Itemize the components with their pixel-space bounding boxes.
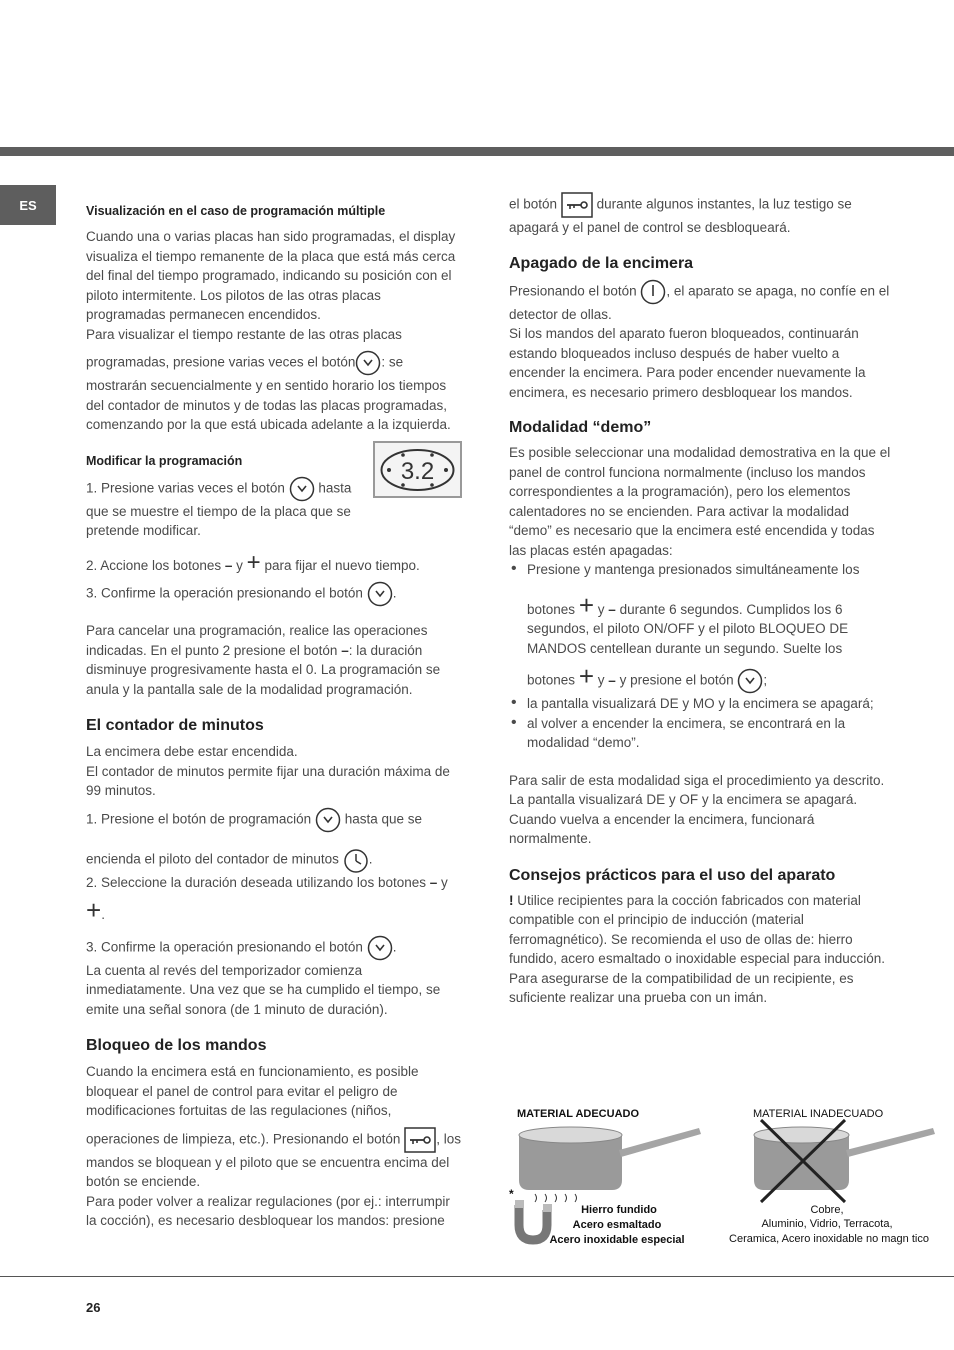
timer-button-icon: [315, 807, 341, 833]
paragraph: El contador de minutos permite fijar una duración máxima de 99 minutos.: [86, 763, 450, 798]
suitable-pot-icon: [519, 1127, 701, 1190]
paragraph: Es posible seleccionar una modalidad demostrativa en la que el panel de control funciona normalmente (incluso los mandos correspondientes a la programación), pero los elementos calentadores no se encienden. Para activar la modalidad “demo” es necesario que la encimera esté encendida y todas las placas estén apagadas:: [509, 445, 891, 558]
suitable-item: Hierro fundido: [581, 1204, 657, 1216]
minus-icon: –: [608, 601, 616, 617]
display-panel: [373, 441, 462, 498]
section-title-modify-programming: Modificar la programación: [86, 453, 243, 468]
key-lock-icon: [404, 1127, 436, 1153]
list-item: • la pantalla visualizará DE y MO y la encimera se apagará;: [511, 694, 874, 711]
paragraph: La encimera debe estar encendida.: [86, 744, 298, 759]
warning-mark: !: [509, 892, 514, 908]
suitable-title: MATERIAL ADECUADO: [517, 1108, 640, 1120]
paragraph: Presionando el botón , el aparato se apaga, no confíe en el detector de ollas.: [509, 279, 891, 325]
list-item: • Presione y mantenga presionados simultáneamente los botones + y – durante 6 segundos. Cumplidos los 6 segundos, el piloto ON/OFF y el piloto BLOQUEO DE MANDOS centellean durante un segundo. Suelte los botones + y – y presione el botón ;: [509, 560, 891, 694]
unsuitable-item: Ceramica, Acero inoxidable no magn tico: [729, 1233, 929, 1245]
section-title-practical-tips: Consejos prácticos para el uso del aparato: [509, 866, 836, 884]
step-3: 3. Confirme la operación presionando el botón .: [86, 581, 464, 607]
minus-icon: –: [429, 874, 438, 890]
suitable-item: Acero esmaltado: [572, 1219, 662, 1231]
step-2: 2. Seleccione la duración deseada utilizando los botones – y: [86, 873, 464, 893]
page-number: 26: [86, 1300, 101, 1315]
section-title-controls-lock: Bloqueo de los mandos: [86, 1037, 267, 1054]
display-readout: 3.2: [400, 458, 435, 485]
bullet-text: botones + y – durante 6 segundos. Cumplidos los 6 segundos, el piloto ON/OFF y el piloto BLOQUEO DE MANDOS centellean durante un segundo. Suelte los: [527, 589, 849, 656]
step-2: 2. Accione los botones – y + para fijar el nuevo tiempo.: [86, 548, 420, 576]
step-1-cont: encienda el piloto del contador de minutos .: [86, 847, 464, 873]
timer-button-icon: [289, 476, 315, 502]
bullet-text: botones + y – y presione el botón ;: [527, 668, 891, 694]
paragraph: el botón durante algunos instantes, la luz testigo se apagará y el panel de control se desbloqueará.: [509, 192, 891, 238]
right-column: [509, 192, 891, 1008]
plus-icon: +: [578, 660, 594, 691]
heat-waves-icon: [535, 1194, 577, 1202]
key-lock-icon: [561, 192, 593, 218]
paragraph: Para visualizar el tiempo restante de las otras placas: [86, 326, 402, 342]
section-title-minute-counter: El contador de minutos: [86, 717, 264, 734]
step-1: 1. Presione el botón de programación hasta que se: [86, 807, 464, 833]
step-2-cont: +.: [86, 895, 105, 925]
bottom-rule: [0, 1276, 954, 1277]
top-rule: [0, 147, 954, 156]
section-title-power-off: Apagado de la encimera: [509, 254, 694, 272]
minus-icon: –: [341, 642, 349, 658]
paragraph: programadas, presione varias veces el botón : se mostrarán secuencialmente y en sentido horario los tiempos del contador de minutos y de todas las placas programadas, comenzando por la que está ubicada adelante a la izquierda.: [86, 350, 464, 435]
paragraph: Cuando la encimera está en funcionamiento, es posible bloquear el panel de control para evitar el peligro de modificaciones fortuitas de las regulaciones (niños,: [86, 1064, 419, 1118]
suitable-item: Acero inoxidable especial: [549, 1234, 685, 1246]
power-icon: [640, 279, 666, 305]
cookware-illustration: [509, 1100, 949, 1250]
paragraph: Para cancelar una programación, realice las operaciones indicadas. En el punto 2 presione el botón –: la duración disminuye progresivamente hasta el 0. La programación se anula y la pantalla sale de la modalidad programación.: [86, 623, 441, 697]
plus-icon: +: [86, 895, 102, 925]
paragraph: ! Utilice recipientes para la cocción fabricados con material compatible con el principio de inducción (material ferromagnético). Se recomienda el uso de ollas de: hierro fundido, acero esmaltado o inoxidable especial para inducción. Para asegurarse de la compatibilidad de un recipiente, es suficiente realizar una prueba con un imán.: [509, 892, 885, 1005]
magnet-icon: [515, 1200, 552, 1240]
timer-button-icon: [737, 668, 763, 694]
plus-icon: +: [246, 548, 261, 576]
paragraph: La cuenta al revés del temporizador comienza inmediatamente. Una vez que se ha cumplido el tiempo, se emite una señal sonora (de 1 minuto de duración).: [86, 962, 441, 1017]
list-item: • al volver a encender la encimera, se encontrará en la modalidad “demo”.: [511, 713, 846, 750]
plus-icon: +: [578, 589, 594, 620]
section-title-multiple-programming: Visualización en el caso de programación múltiple: [86, 204, 386, 218]
left-column: [86, 204, 464, 1231]
timer-button-icon: [367, 935, 393, 961]
unsuitable-item: Aluminio, Vidrio, Terracota,: [761, 1218, 893, 1230]
asterisk: *: [509, 1187, 514, 1201]
timer-button-icon: [355, 350, 381, 376]
minus-icon: –: [224, 557, 233, 573]
step-3: 3. Confirme la operación presionando el botón .: [86, 935, 464, 961]
clock-pilot-icon: [343, 847, 369, 873]
minus-icon: –: [608, 672, 616, 688]
display-ring: [375, 443, 460, 496]
cookware-figure: [509, 1100, 949, 1250]
unsuitable-title: MATERIAL INADECUADO: [753, 1108, 884, 1120]
timer-button-icon: [367, 581, 393, 607]
unsuitable-item: Cobre,: [810, 1204, 844, 1216]
language-tab: ES: [0, 185, 56, 225]
paragraph: Para salir de esta modalidad siga el procedimiento ya descrito. La pantalla visualizará DE y OF y la encimera se apagará. Cuando vuelva a encender la encimera, funcionará normalmente.: [509, 772, 885, 846]
section-title-demo-mode: Modalidad “demo”: [509, 419, 652, 436]
paragraph: Para poder volver a realizar regulaciones (por ej.: interrumpir la cocción), es necesario desbloquear los mandos: presione: [86, 1193, 450, 1228]
paragraph: Si los mandos del aparato fueron bloqueados, continuarán estando bloqueados incluso después de haber vuelto a encender la encimera. Para poder encender nuevamente la encimera, es necesario primero desbloquear los mandos.: [509, 326, 866, 400]
paragraph: Cuando una o varias placas han sido programadas, el display visualiza el tiempo remanente de la placa que está más cerca del final del tiempo programado, indicando su posición con el piloto intermitente. Los pilotos de las otras placas programadas permanecen encendidos.: [86, 229, 456, 322]
paragraph: operaciones de limpieza, etc.). Presionando el botón , los mandos se bloquean y el piloto que se encuentra encima del botón se enciende.: [86, 1127, 464, 1192]
step-1: 1. Presione varias veces el botón hasta que se muestre el tiempo de la placa que se pretende modificar.: [86, 476, 371, 541]
